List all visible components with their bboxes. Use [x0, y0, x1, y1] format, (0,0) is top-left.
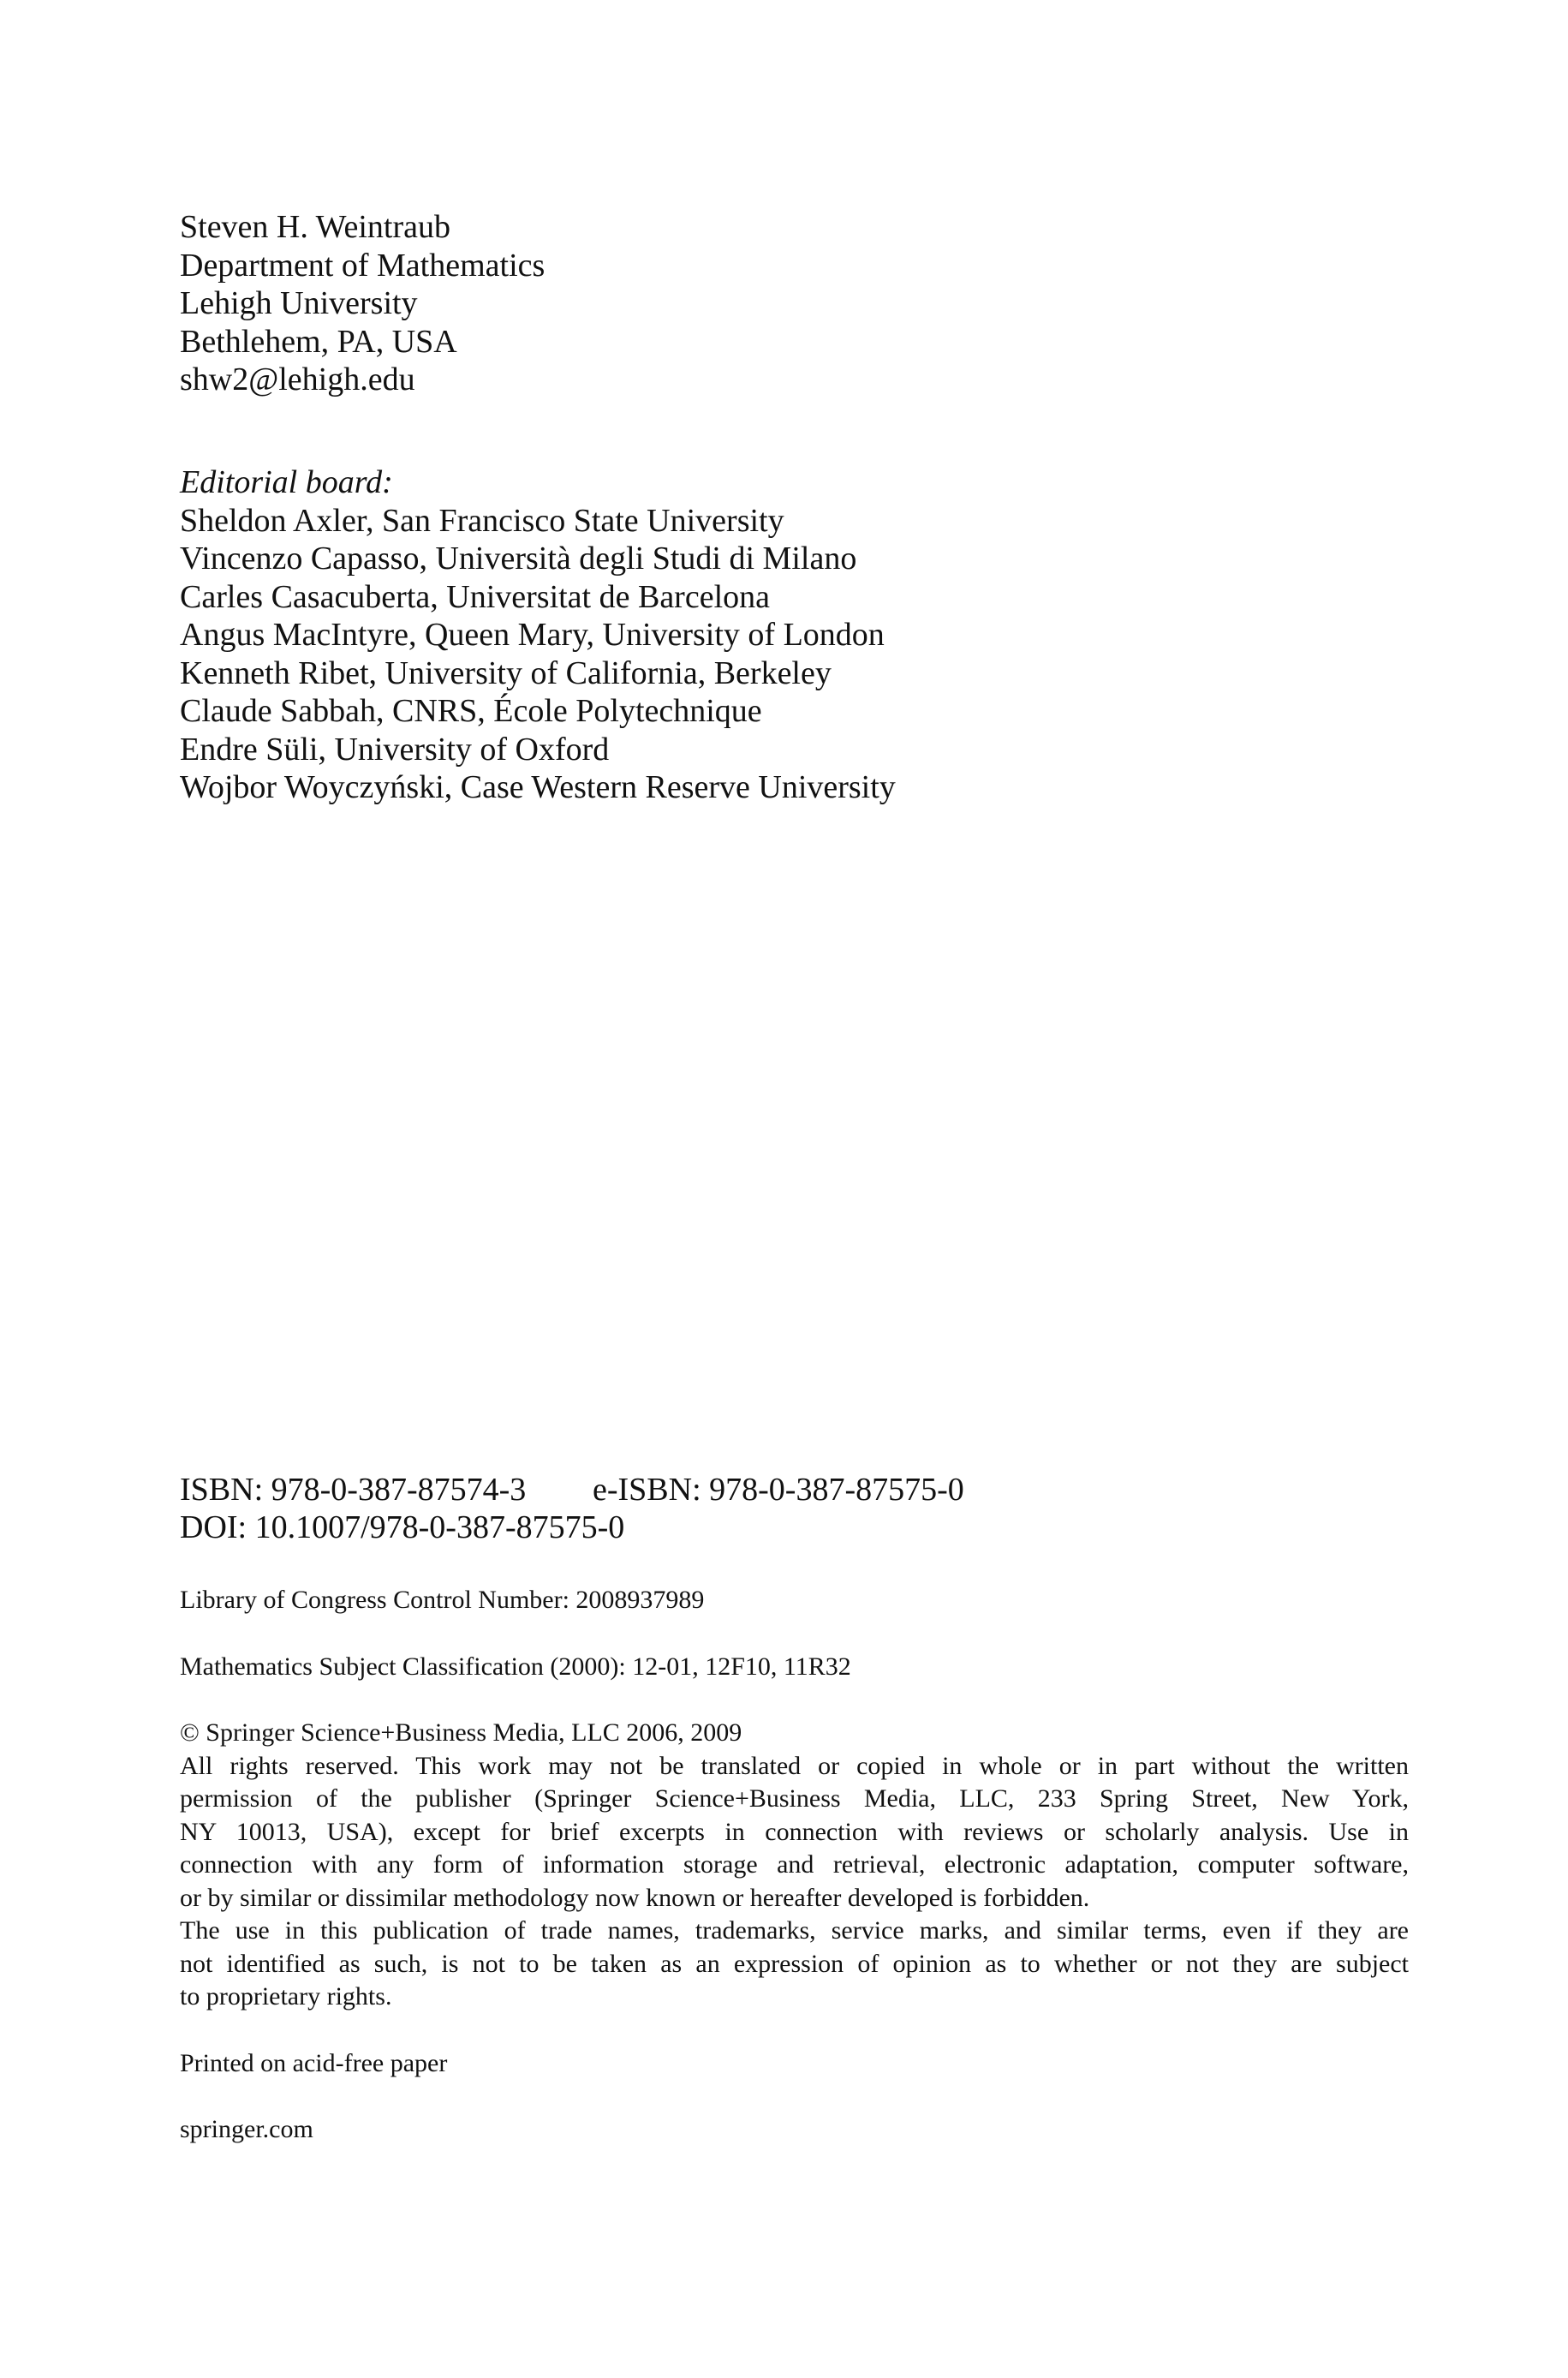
board-member: Wojbor Woyczyński, Case Western Reserve University [180, 769, 896, 805]
lccn: Library of Congress Control Number: 2008937989 [180, 1586, 705, 1614]
rights-text-line: connection with any form of information storage and retrieval, electronic adaptation, computer software, [180, 1850, 1409, 1879]
trademark-text-line: not identified as such, is not to be taken as an expression of opinion as to whether or not they are subject [180, 1949, 1409, 1978]
editorial-board [180, 463, 896, 807]
isbn-row [180, 1471, 964, 1509]
printed-on-paper: Printed on acid-free paper [180, 2049, 448, 2077]
board-member: Carles Casacuberta, Universitat de Barcelona [180, 578, 770, 615]
author-department: Department of Mathematics [180, 247, 546, 284]
trademark-text-line: to proprietary rights. [180, 1982, 392, 2011]
board-member: Angus MacIntyre, Queen Mary, University of London [180, 617, 885, 653]
author-name: Steven H. Weintraub [180, 209, 451, 245]
rights-text-line: permission of the publisher (Springer Science+Business Media, LLC, 233 Spring Street, New York, [180, 1784, 1409, 1813]
author-university: Lehigh University [180, 285, 418, 321]
board-member: Claude Sabbah, CNRS, École Polytechnique [180, 693, 762, 729]
isbn: ISBN: 978-0-387-87574-3 [180, 1472, 527, 1508]
author-email: shw2@lehigh.edu [180, 361, 415, 397]
trademark-text-line: The use in this publication of trade names, trademarks, service marks, and similar terms, even if they are [180, 1916, 1409, 1945]
math-subject-classification: Mathematics Subject Classification (2000): 12-01, 12F10, 11R32 [180, 1652, 851, 1681]
isbn-doi-block [180, 1471, 964, 1546]
rights-text-line: or by similar or dissimilar methodology now known or hereafter developed is forbidden. [180, 1883, 1090, 1912]
author-info [180, 208, 545, 399]
doi: DOI: 10.1007/978-0-387-87575-0 [180, 1509, 625, 1545]
board-member: Endre Süli, University of Oxford [180, 731, 610, 768]
copyright-notice [180, 1717, 1409, 2014]
editorial-board-heading: Editorial board: [180, 464, 393, 500]
author-location: Bethlehem, PA, USA [180, 323, 457, 360]
board-member: Vincenzo Capasso, Università degli Studi di Milano [180, 541, 857, 577]
board-member: Kenneth Ribet, University of California, Berkeley [180, 654, 832, 691]
copyright-line: © Springer Science+Business Media, LLC 2006, 2009 [180, 1718, 742, 1747]
board-member: Sheldon Axler, San Francisco State University [180, 502, 784, 539]
eisbn: e-ISBN: 978-0-387-87575-0 [593, 1472, 964, 1508]
publisher-website: springer.com [180, 2115, 313, 2143]
rights-text-line: All rights reserved. This work may not be translated or copied in whole or in part without the written [180, 1751, 1409, 1780]
rights-text-line: NY 10013, USA), except for brief excerpts in connection with reviews or scholarly analysis. Use in [180, 1817, 1409, 1846]
